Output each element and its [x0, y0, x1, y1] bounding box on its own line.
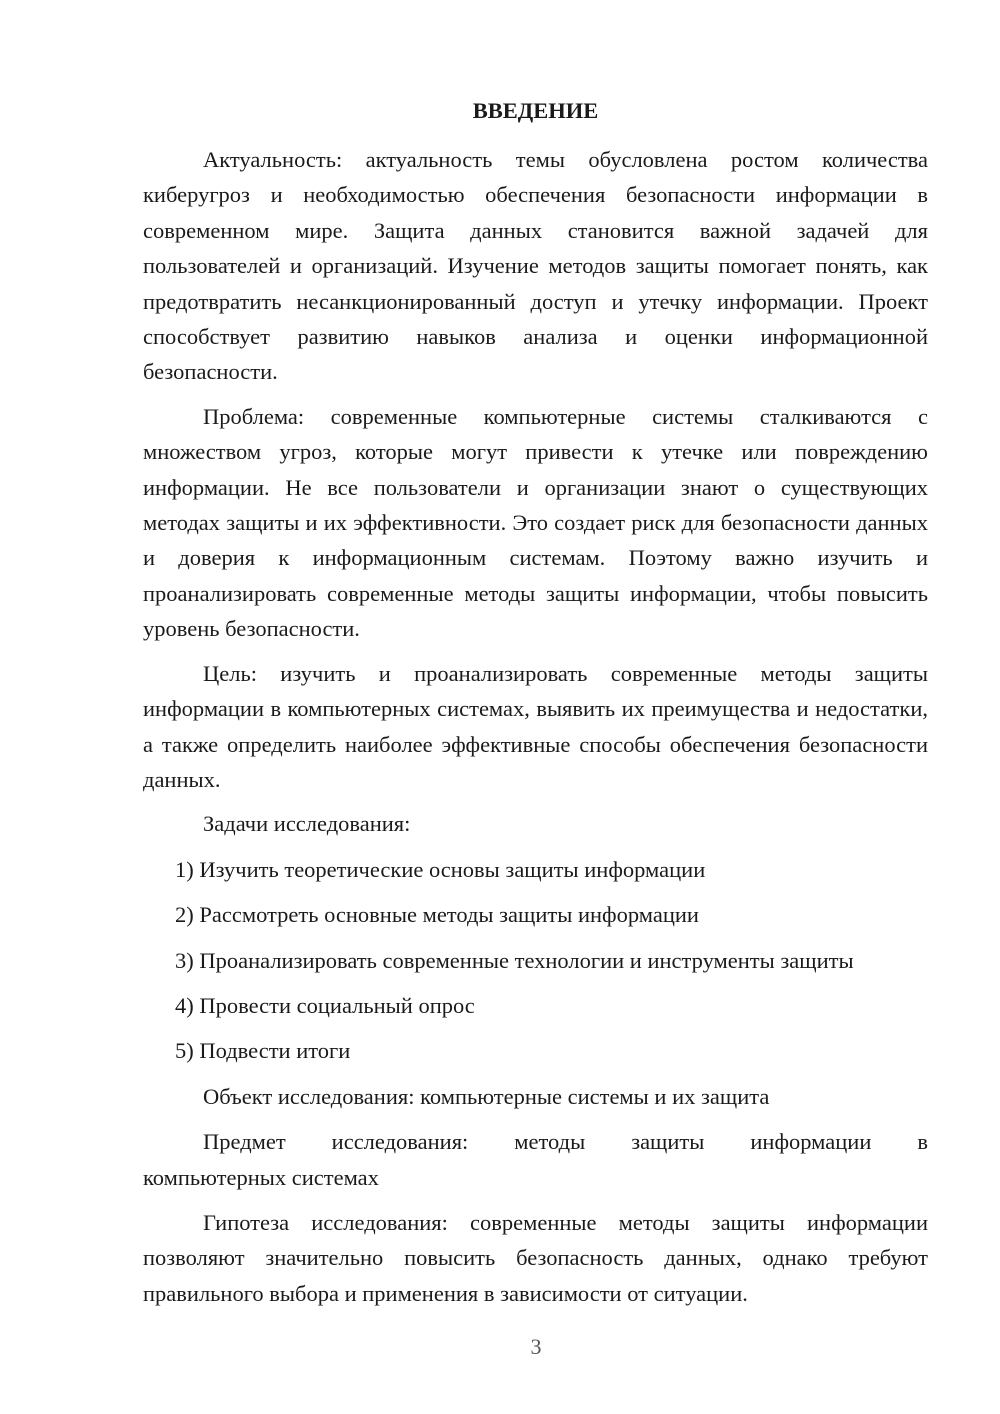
subject-word: Предмет: [203, 1129, 286, 1155]
relevance-paragraph: Актуальность: актуальность темы обусловлена ростом количества киберугроз и необходимостью обеспечения безопасности информации в современном мире. Защита данных становится важной задачей для пользователей и организаций. Изучение методов защиты помогает понять, как предотвратить несанкционированный доступ и утечку информации. Проект способствует развитию навыков анализа и оценки информационной безопасности.: [143, 147, 928, 385]
task-item-5: 5) Подвести итоги: [175, 1038, 351, 1064]
subject-word: защиты: [631, 1129, 705, 1155]
tasks-heading: Задачи исследования:: [203, 811, 411, 837]
tasks-list: [143, 852, 928, 1069]
hypothesis-paragraph: Гипотеза исследования: современные методы защиты информации позволяют значительно повысить безопасность данных, однако требуют правильного выбора и применения в зависимости от ситуации.: [143, 1209, 928, 1306]
page-content: [143, 94, 928, 1311]
subject-word: методы: [514, 1129, 586, 1155]
subject-first-line: [143, 1124, 928, 1159]
subject-paragraph: [143, 1124, 928, 1195]
goal-paragraph: Цель: изучить и проанализировать современные методы защиты информации в компьютерных системах, выявить их преимущества и недостатки, а также определить наиболее эффективные способы обеспечения безопасности данных.: [143, 660, 928, 792]
problem-paragraph: Проблема: современные компьютерные системы сталкиваются с множеством угроз, которые могут привести к утечке или повреждению информации. Не все пользователи и организации знают о существующих методах защиты и их эффективности. Это создает риск для безопасности данных и доверия к информационным системам. Поэтому важно изучить и проанализировать современные методы защиты информации, чтобы повысить уровень безопасности.: [143, 403, 928, 642]
object-paragraph: Объект исследования: компьютерные системы и их защита: [203, 1083, 770, 1109]
subject-word: в: [917, 1129, 928, 1155]
task-item-2: 2) Рассмотреть основные методы защиты информации: [175, 902, 699, 928]
task-item-4: 4) Провести социальный опрос: [175, 992, 475, 1018]
subject-word: исследования:: [331, 1129, 469, 1155]
task-item-1: 1) Изучить теоретические основы защиты информации: [175, 856, 706, 882]
subject-word: информации: [750, 1129, 872, 1155]
page-title: ВВЕДЕНИЕ: [472, 98, 599, 123]
subject-continuation: компьютерных системах: [143, 1164, 379, 1190]
task-item-3: 3) Проанализировать современные технологии и инструменты защиты: [175, 947, 854, 973]
page-number: 3: [530, 1334, 542, 1359]
